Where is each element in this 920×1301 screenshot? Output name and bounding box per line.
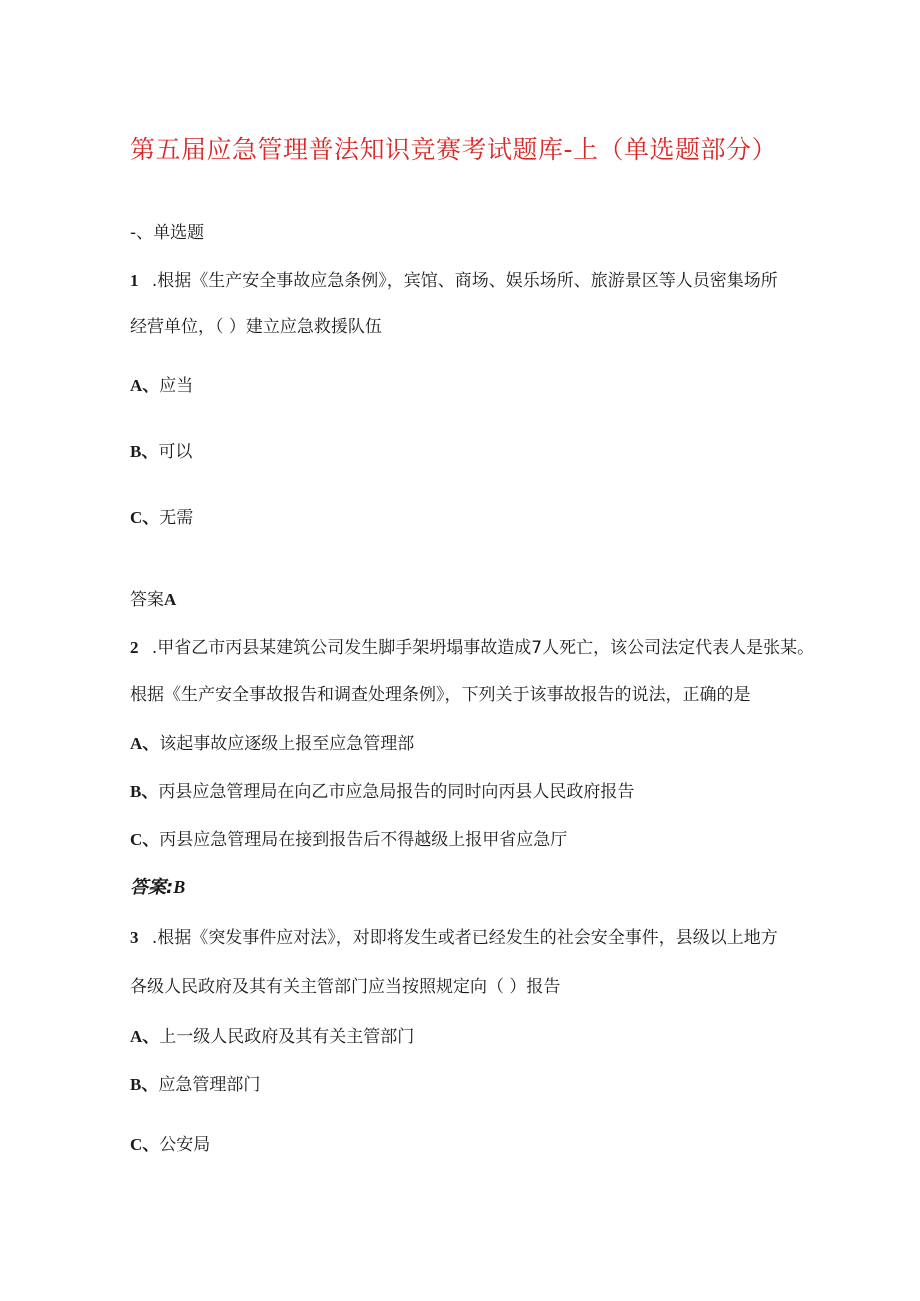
option-b: B、丙县应急管理局在向乙市应急局报告的同时向丙县人民政府报告	[130, 782, 635, 802]
question-2-line-2: 根据《生产安全事故报告和调查处理条例》，下列关于该事故报告的说法，正确的是	[130, 685, 751, 705]
option-c: C、公安局	[130, 1135, 211, 1155]
question-text: .根据《生产安全事故应急条例》，宾馆、商场、娱乐场所、旅游景区等人员密集场所	[151, 271, 778, 291]
answer-1	[130, 588, 176, 612]
question-number: 2	[130, 638, 139, 657]
option-a: A、应当	[130, 376, 194, 396]
question-number: 1	[130, 271, 139, 290]
answer-2	[130, 875, 185, 900]
option-c: C、无需	[130, 508, 194, 528]
option-c: C、丙县应急管理局在接到报告后不得越级上报甲省应急厅	[130, 830, 568, 850]
question-3-line-1	[130, 926, 778, 950]
page-title: 第五届应急管理普法知识竞赛考试题库-上（单选题部分）	[130, 135, 778, 164]
answer-value: B	[173, 877, 186, 897]
question-text: .甲省乙市丙县某建筑公司发生脚手架坍塌事故造成7人死亡，该公司法定代表人是张某。	[151, 638, 815, 658]
question-number: 3	[130, 928, 139, 947]
question-text: .根据《突发事件应对法》，对即将发生或者已经发生的社会安全事件，县级以上地方	[151, 928, 778, 948]
question-3-line-2: 各级人民政府及其有关主管部门应当按照规定向（ ）报告	[130, 977, 561, 997]
option-b: B、应急管理部门	[130, 1075, 261, 1095]
option-a: A、上一级人民政府及其有关主管部门	[130, 1027, 415, 1047]
question-1-line-2: 经营单位，（ ）建立应急救援队伍	[130, 317, 382, 337]
answer-label: 答案:	[130, 877, 174, 898]
option-b: B、可以	[130, 442, 193, 462]
question-2-line-1	[130, 636, 814, 660]
question-1-line-1	[130, 269, 778, 293]
section-heading: -、单选题	[130, 223, 205, 243]
option-a: A、该起事故应逐级上报至应急管理部	[130, 734, 415, 754]
answer-label: 答案	[130, 590, 164, 610]
answer-value: A	[164, 590, 177, 609]
